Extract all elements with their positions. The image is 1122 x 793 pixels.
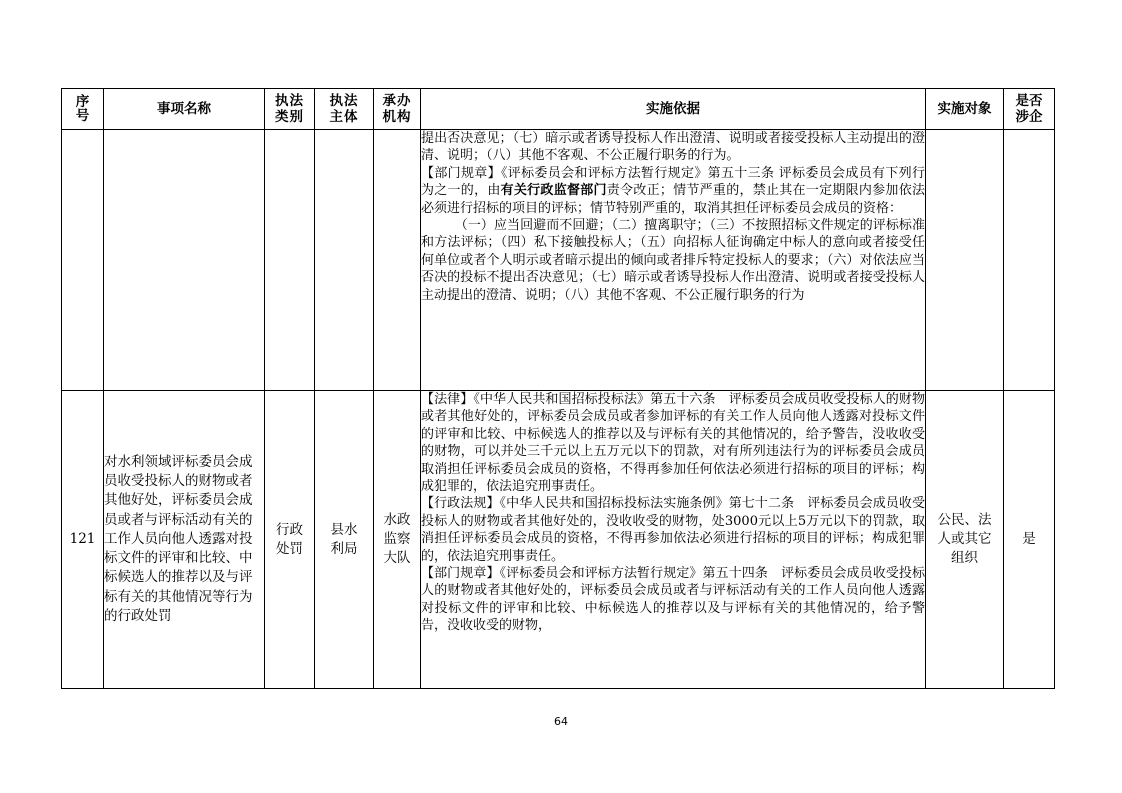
header-name: 事项名称 [104, 89, 265, 130]
header-enterprise: 是否涉企 [1004, 89, 1055, 130]
agency-text: 水政监察大队 [383, 512, 411, 566]
basis-cell [421, 391, 926, 689]
subject-cell [315, 391, 374, 689]
table-row-continuation [62, 130, 1055, 391]
table-row [62, 391, 1055, 689]
enterprise-cell: 是 [1004, 391, 1055, 689]
cont-basis-paragraph: 提出否决意见；（七）暗示或者诱导投标人作出澄清、说明或者接受投标人主动提出的澄清、说明；（八）其他不客观、不公正履行职务的行为。 [421, 131, 925, 164]
basis-paragraph: 【法律】《中华人民共和国招标投标法》第五十六条 评标委员会成员收受投标人的财物或者其他好处的，评标委员会成员或者参加评标的有关工作人员向他人透露对投标文件的评审和比较、中标候选人的推荐以及与评标有关的其他情况的，给予警告，没收收受的财物，可以并处三千元以上五万元以下的罚款，对有所列违法行为的评标委员会成员取消担任评标委员会成员的资格，不得再参加任何依法必须进行招标的项目的评标；构成犯罪的，依法追究刑事责任。 [421, 392, 925, 495]
cont-agency-cell [374, 130, 421, 391]
agency-cell [374, 391, 421, 689]
cont-target-cell [926, 130, 1004, 391]
header-seq: 序号 [62, 89, 104, 130]
target-text: 公民、法人或其它组织 [937, 512, 992, 566]
cont-basis-paragraph [421, 165, 925, 217]
cont-enterprise-cell [1004, 130, 1055, 391]
cont-basis-paragraph: （一）应当回避而不回避；（二）擅离职守；（三）不按照招标文件规定的评标标准和方法评标；（四）私下接触投标人；（五）向招标人征询确定中标人的意向或者接受任何单位或者个人明示或者暗示提出的倾向或者排斥特定投标人的要求；（六）对依法应当否决的投标不提出否决意见；（七）暗示或者诱导投标人作出澄清、说明或者接受投标人主动提出的澄清、说明；（八）其他不客观、不公正履行职务的行为 [421, 218, 925, 303]
basis-paragraph: 【行政法规】《中华人民共和国招标投标法实施条例》第七十二条 评标委员会成员收受投标人的财物或者其他好处的，没收收受的财物，处3000元以上5万元以下的罚款，取消担任评标委员会成员的资格，不得再参加依法必须进行招标的项目的评标；构成犯罪的，依法追究刑事责任。 [421, 496, 925, 564]
type-text: 行政处罚 [276, 521, 303, 557]
cont-subject-cell [315, 130, 374, 391]
cont-seq-cell [62, 130, 104, 391]
cont-name-cell [104, 130, 265, 391]
table-header-row [62, 89, 1055, 130]
header-subject: 执法主体 [315, 89, 374, 130]
header-agency: 承办机构 [374, 89, 421, 130]
item-name-cell: 对水利领域评标委员会成员收受投标人的财物或者其他好处，评标委员会成员或者与评标活动有关的工作人员向他人透露对投标文件的评审和比较、中标候选人的推荐以及与评标有关的其他情况等行为的行政处罚 [104, 391, 265, 689]
cont-basis-text: 责令改正；情节严重的，禁止其在一定期限内参加依法必须进行招标的项目的评标；情节特别严重的，取消其担任评标委员会成员的资格： [421, 183, 925, 216]
cont-type-cell [265, 130, 315, 391]
type-cell [265, 391, 315, 689]
subject-text: 县水利局 [330, 521, 358, 557]
cont-basis-text: 【部门规章】《评标委员会和评标方法暂行规定》第五十三条 评标委员会成员有下列行为之一的，由 [421, 165, 925, 199]
page-number: 64 [554, 715, 568, 728]
header-basis: 实施依据 [421, 89, 926, 130]
header-type: 执法类别 [265, 89, 315, 130]
header-target: 实施对象 [926, 89, 1004, 130]
cont-basis-emphasis: 有关行政监督部门 [500, 183, 607, 199]
seq-cell: 121 [62, 391, 104, 689]
enforcement-items-table [61, 88, 1055, 689]
basis-paragraph: 【部门规章】《评标委员会和评标方法暂行规定》第五十四条 评标委员会成员收受投标人的财物或者其他好处的，评标委员会成员或者与评标活动有关的工作人员向他人透露对投标文件的评审和比较、中标候选人的推荐以及与评标有关的其他情况的，给予警告，没收收受的财物， [421, 566, 925, 634]
cont-basis-cell [421, 130, 926, 391]
target-cell [926, 391, 1004, 689]
